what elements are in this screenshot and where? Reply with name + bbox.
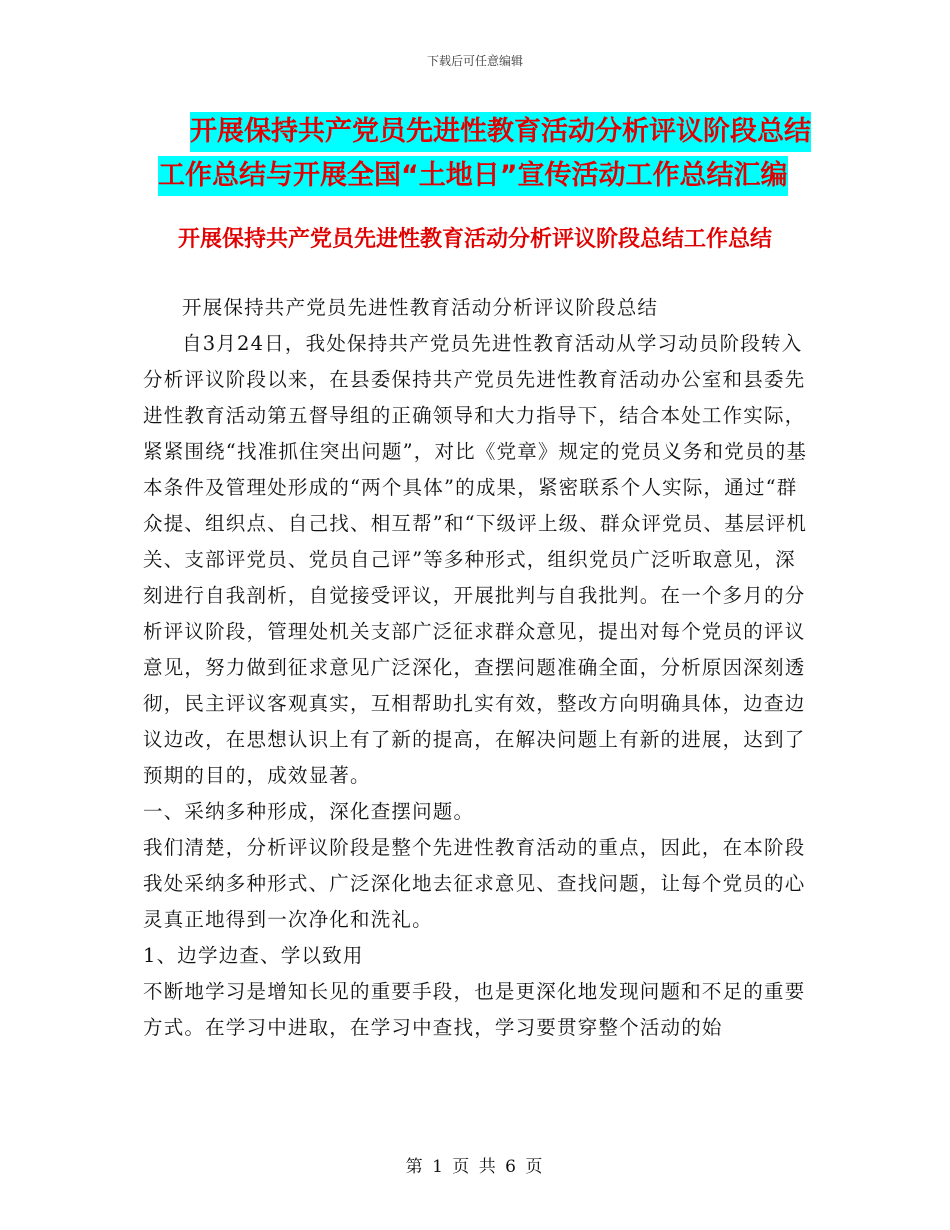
paragraph: 我们清楚，分析评议阶段是整个先进性教育活动的重点，因此，在本阶段我处采纳多种形式、广泛深化地去征求意见、查找问题，让每个党员的心灵真正地得到一次净化和洗礼。 (143, 836, 806, 931)
paragraph: 不断地学习是增知长见的重要手段，也是更深化地发现问题和不足的重要方式。在学习中进取，在学习中查找，学习要贯穿整个活动的始 (143, 980, 806, 1039)
title-line-1: 开展保持共产党员先进性教育活动分析评议阶段总结 (190, 112, 811, 152)
document-body (143, 290, 808, 1046)
page-number: 第 1 页 共 6 页 (405, 1157, 545, 1177)
paragraph-heading: 开展保持共产党员先进性教育活动分析评议阶段总结 (182, 296, 659, 319)
section-heading: 一、采纳多种形成，深化查摆问题。 (143, 800, 475, 823)
section-title: 开展保持共产党员先进性教育活动分析评议阶段总结工作总结 (177, 227, 772, 252)
page-header-note: 下载后可任意编辑 (426, 54, 523, 68)
subsection-heading: 1、边学边查、学以致用 (143, 944, 364, 967)
paragraph: 自3月24日，我处保持共产党员先进性教育活动从学习动员阶段转入分析评议阶段以来，在县委保持共产党员先进性教育活动办公室和县委先进性教育活动第五督导组的正确领导和大力指导下，结合本处工作实际，紧紧围绕“找准抓住突出问题”，对比《党章》规定的党员义务和党员的基本条件及管理处形成的“两个具体”的成果，紧密联系个人实际，通过“群众提、组织点、自己找、相互帮”和“下级评上级、群众评党员、基层评机关、支部评党员、党员自己评”等多种形式，组织党员广泛听取意见，深刻进行自我剖析，自觉接受评议，开展批判与自我批判。在一个多月的分析评议阶段，管理处机关支部广泛征求群众意见，提出对每个党员的评议意见，努力做到征求意见广泛深化，查摆问题准确全面，分析原因深刻透彻，民主评议客观真实，互相帮助扎实有效，整改方向明确具体，边查边议边改，在思想认识上有了新的提高，在解决问题上有新的进展，达到了预期的目的，成效显著。 (143, 332, 808, 787)
title-line-2: 工作总结与开展全国“土地日”宣传活动工作总结汇编 (158, 156, 788, 196)
